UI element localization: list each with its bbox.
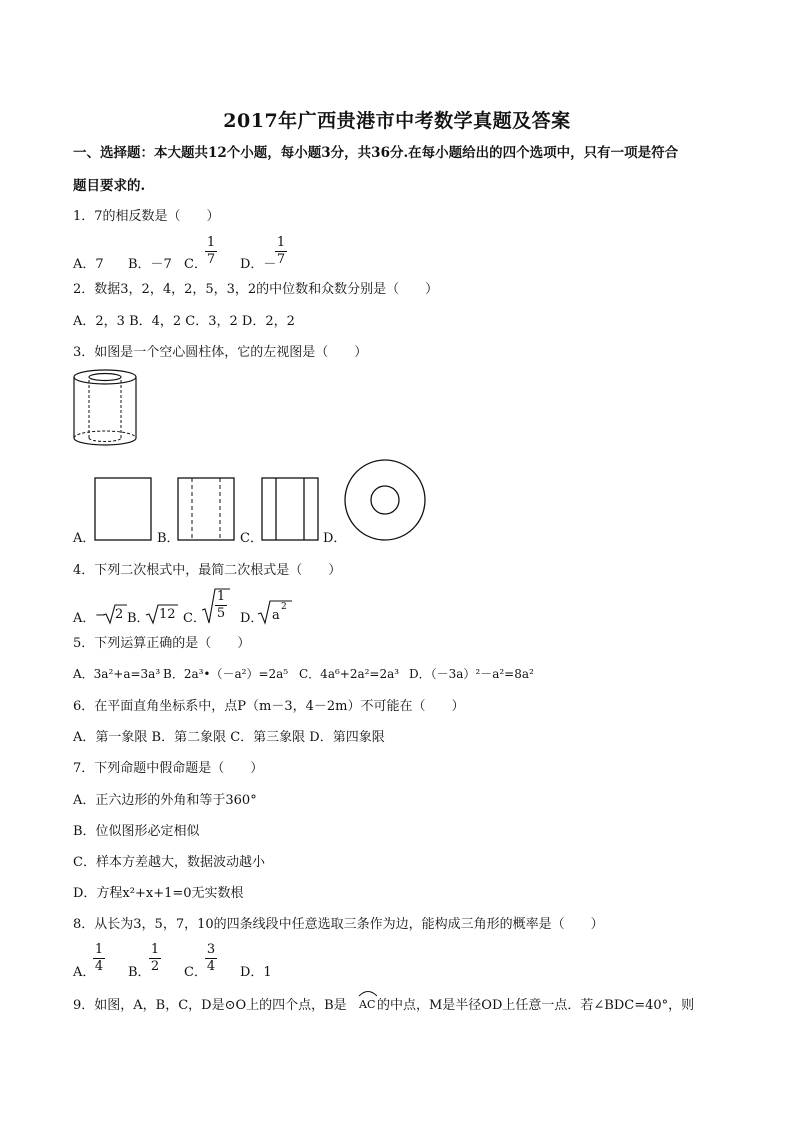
q4-stem: 4．下列二次根式中，最简二次根式是（ ） bbox=[73, 563, 342, 578]
q5-option-c: C．4a⁶+2a²=2a³ bbox=[299, 667, 400, 681]
q4-option-d: D． bbox=[240, 611, 264, 626]
q6-stem: 6．在平面直角坐标系中，点P（m－3，4－2m）不可能在（ ） bbox=[73, 699, 465, 714]
q3-option-a-figure bbox=[94, 477, 152, 541]
q1-option-d: D．－ bbox=[240, 257, 277, 272]
q7-option-c: C．样本方差越大，数据波动越小 bbox=[73, 855, 265, 870]
q3-option-d: D． bbox=[323, 531, 347, 546]
q1-d-fraction: 1 7 bbox=[276, 235, 286, 267]
q3-stem: 3．如图是一个空心圆柱体，它的左视图是（ ） bbox=[73, 345, 368, 360]
q8-option-d: D．1 bbox=[240, 965, 272, 980]
q1-c-fraction: 1 7 bbox=[206, 235, 216, 267]
q4-option-b: B． bbox=[127, 611, 150, 626]
q4-a-radicand: 2 bbox=[115, 607, 124, 622]
q1-stem: 1．7的相反数是（ ） bbox=[73, 209, 220, 224]
q4-d-radicand: a bbox=[272, 608, 280, 623]
q4-a-minus: − bbox=[95, 608, 106, 623]
arc-symbol bbox=[358, 989, 378, 997]
q7-option-a: A．正六边形的外角和等于360° bbox=[73, 793, 257, 808]
section-heading-line1: 一、选择题：本大题共12个小题，每小题3分，共36分.在每小题给出的四个选项中，只有一项是符合 bbox=[73, 145, 679, 161]
q4-c-fraction: 1 5 bbox=[216, 589, 226, 621]
q7-option-d: D．方程x²+x+1=0无实数根 bbox=[73, 886, 244, 901]
q3-option-c-figure bbox=[261, 477, 319, 541]
hollow-cylinder-figure bbox=[70, 368, 140, 450]
q7-stem: 7．下列命题中假命题是（ ） bbox=[73, 761, 264, 776]
q8-c-fraction: 3 4 bbox=[206, 942, 216, 974]
q7-option-b: B．位似图形必定相似 bbox=[73, 824, 200, 839]
q1-option-a: A．7 bbox=[73, 257, 104, 272]
q8-option-a: A． bbox=[73, 965, 96, 980]
q9-arc-label: AC bbox=[359, 998, 376, 1011]
q8-stem: 8．从长为3，5，7，10的四条线段中任意选取三条作为边，能构成三角形的概率是（ ） bbox=[73, 917, 604, 932]
q4-option-c: C． bbox=[183, 611, 206, 626]
q1-option-b: B．－7 bbox=[128, 257, 172, 272]
q8-b-fraction: 1 2 bbox=[150, 942, 160, 974]
q3-option-a: A． bbox=[73, 531, 96, 546]
q4-option-a: A． bbox=[73, 611, 96, 626]
q5-option-d: D．（－3a）²－a²=8a² bbox=[409, 667, 534, 681]
q5-option-b: B．2a³•（－a²）=2a⁵ bbox=[163, 667, 289, 681]
q2-options: A．2，3 B．4，2 C．3，2 D．2，2 bbox=[73, 314, 295, 329]
q9-stem-part2: 的中点，M是半径OD上任意一点．若∠BDC=40°，则 bbox=[377, 998, 695, 1013]
q6-options: A．第一象限 B．第二象限 C．第三象限 D．第四象限 bbox=[73, 730, 385, 745]
q8-a-fraction: 1 4 bbox=[94, 942, 104, 974]
q3-option-d-figure bbox=[344, 459, 426, 541]
q8-option-c: C． bbox=[184, 965, 207, 980]
q8-option-b: B． bbox=[128, 965, 151, 980]
q3-option-b-figure bbox=[177, 477, 235, 541]
page-title: 2017年广西贵港市中考数学真题及答案 bbox=[223, 110, 571, 132]
q4-d-exponent: 2 bbox=[281, 602, 287, 612]
q3-option-c: C． bbox=[240, 531, 263, 546]
q3-option-b: B． bbox=[157, 531, 180, 546]
q4-b-radicand: 12 bbox=[159, 607, 176, 622]
q5-stem: 5．下列运算正确的是（ ） bbox=[73, 636, 251, 651]
q2-stem: 2．数据3，2，4，2，5，3，2的中位数和众数分别是（ ） bbox=[73, 282, 439, 297]
q5-option-a: A．3a²+a=3a³ bbox=[73, 667, 161, 681]
q1-option-c: C． bbox=[184, 257, 207, 272]
q9-stem-part1: 9．如图，A，B，C，D是⊙O上的四个点，B是 bbox=[73, 998, 347, 1013]
section-heading-line2: 题目要求的. bbox=[73, 178, 146, 194]
